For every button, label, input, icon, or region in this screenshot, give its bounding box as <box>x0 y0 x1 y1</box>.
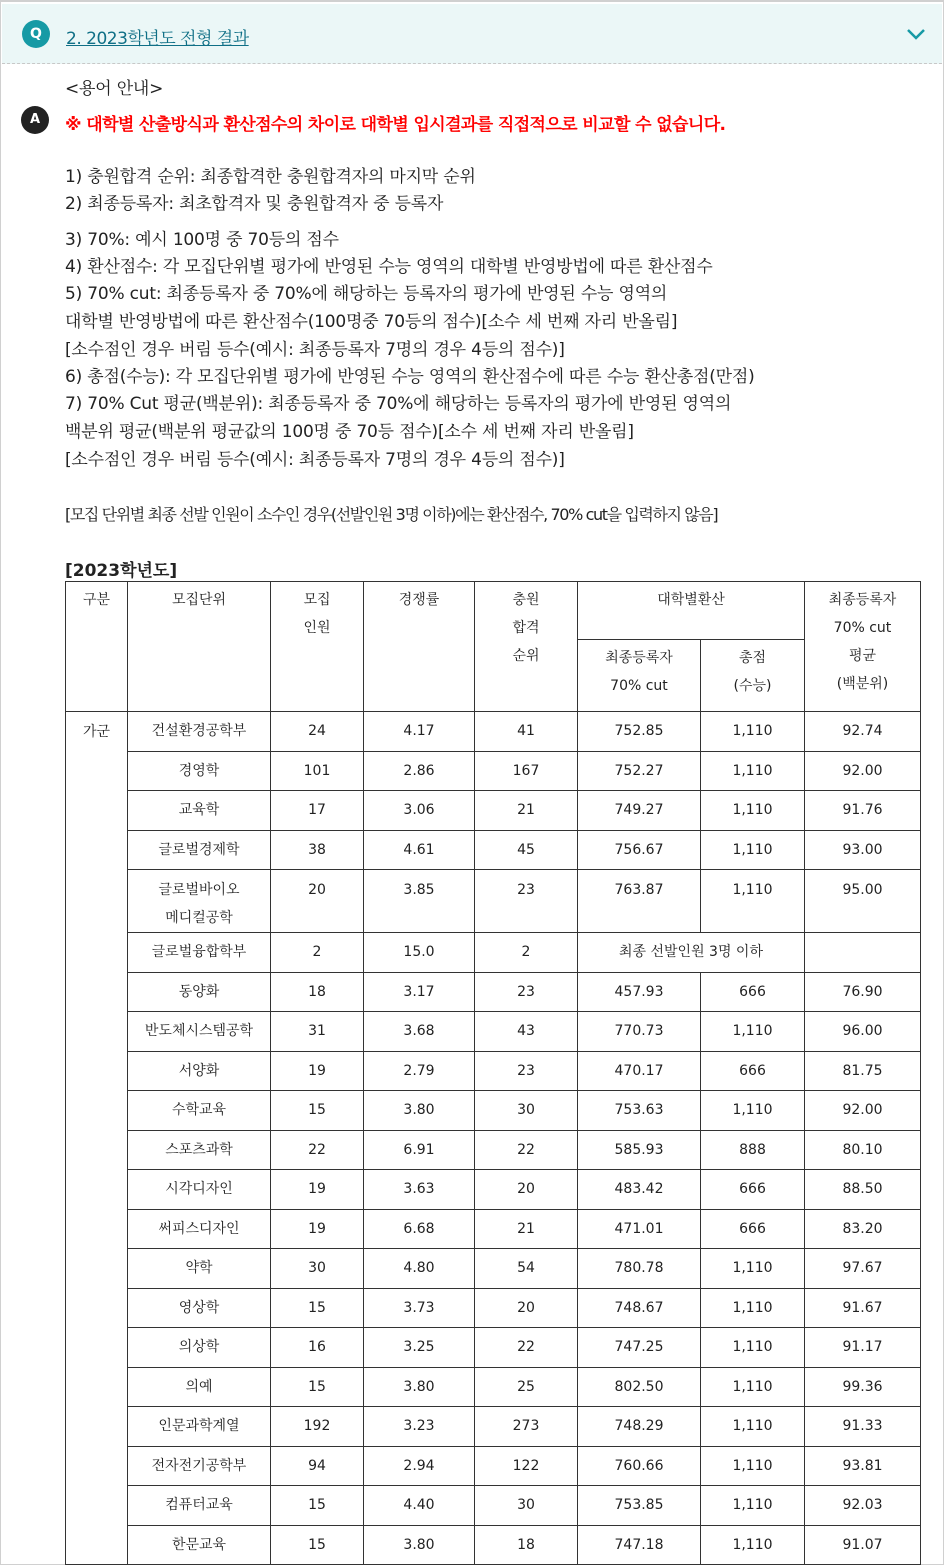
unit-cell: 서양화 <box>128 1051 271 1091</box>
quota-cell: 192 <box>271 1407 364 1447</box>
pct-cell: 92.03 <box>805 1486 921 1526</box>
table-row <box>66 1288 921 1328</box>
unit-cell: 한문교육 <box>128 1525 271 1565</box>
quota-cell: 15 <box>271 1091 364 1131</box>
guide-heading: <용어 안내> <box>65 79 164 99</box>
rank-cell: 43 <box>475 1012 578 1052</box>
quota-cell: 15 <box>271 1525 364 1565</box>
quota-cell: 101 <box>271 751 364 791</box>
rank-cell: 23 <box>475 972 578 1012</box>
rank-cell: 30 <box>475 1091 578 1131</box>
guide-line: 1) 충원합격 순위: 최종합격한 충원합격자의 마지막 순위 <box>65 167 476 187</box>
quota-cell: 31 <box>271 1012 364 1052</box>
question-badge: Q <box>22 20 50 48</box>
header-pct: 최종등록자 70% cut 평균 (백분위) <box>805 582 921 712</box>
table-row <box>66 933 921 973</box>
ratio-cell: 4.61 <box>364 830 475 870</box>
pct-cell: 95.00 <box>805 870 921 933</box>
table-row <box>66 870 921 933</box>
table-row <box>66 1012 921 1052</box>
pct-cell: 92.00 <box>805 1091 921 1131</box>
year-label: [2023학년도] <box>65 561 178 581</box>
cut-cell: 752.85 <box>578 712 701 752</box>
ratio-cell: 2.86 <box>364 751 475 791</box>
quota-cell: 2 <box>271 933 364 973</box>
unit-cell: 의상학 <box>128 1328 271 1368</box>
ratio-cell: 15.0 <box>364 933 475 973</box>
cut-cell: 752.27 <box>578 751 701 791</box>
unit-cell: 글로벌바이오 메디컬공학 <box>128 870 271 933</box>
quota-cell: 94 <box>271 1446 364 1486</box>
unit-cell: 전자전기공학부 <box>128 1446 271 1486</box>
total-cell: 1,110 <box>701 1249 805 1289</box>
rank-cell: 45 <box>475 830 578 870</box>
rank-cell: 23 <box>475 870 578 933</box>
guide-line: [소수점인 경우 버림 등수(예시: 최종등록자 7명의 경우 4등의 점수)] <box>65 340 565 360</box>
cut-cell: 747.18 <box>578 1525 701 1565</box>
unit-cell: 컴퓨터교육 <box>128 1486 271 1526</box>
answer-badge: A <box>21 106 49 134</box>
ratio-cell: 4.17 <box>364 712 475 752</box>
header-rank: 충원 합격 순위 <box>475 582 578 712</box>
table-row <box>66 1446 921 1486</box>
unit-cell: 동양화 <box>128 972 271 1012</box>
pct-cell: 88.50 <box>805 1170 921 1210</box>
rank-cell: 122 <box>475 1446 578 1486</box>
table-row <box>66 1328 921 1368</box>
guide-line: 5) 70% cut: 최종등록자 중 70%에 해당하는 등록자의 평가에 반영된 수능 영역의 <box>65 284 668 304</box>
pct-cell <box>805 933 921 973</box>
ratio-cell: 3.63 <box>364 1170 475 1210</box>
ratio-cell: 4.80 <box>364 1249 475 1289</box>
chevron-down-icon[interactable] <box>904 22 928 46</box>
pct-cell: 97.67 <box>805 1249 921 1289</box>
table-row <box>66 1249 921 1289</box>
rank-cell: 54 <box>475 1249 578 1289</box>
total-cell: 666 <box>701 1209 805 1249</box>
pct-cell: 93.00 <box>805 830 921 870</box>
pct-cell: 81.75 <box>805 1051 921 1091</box>
question-title-link[interactable]: 2. 2023학년도 전형 결과 <box>66 29 249 49</box>
cut-cell: 753.85 <box>578 1486 701 1526</box>
unit-cell: 경영학 <box>128 751 271 791</box>
pct-cell: 99.36 <box>805 1367 921 1407</box>
quota-cell: 19 <box>271 1209 364 1249</box>
total-cell: 888 <box>701 1130 805 1170</box>
total-cell: 1,110 <box>701 1367 805 1407</box>
unit-cell: 수학교육 <box>128 1091 271 1131</box>
quota-cell: 24 <box>271 712 364 752</box>
total-cell: 1,110 <box>701 1486 805 1526</box>
unit-cell: 건설환경공학부 <box>128 712 271 752</box>
cut-cell: 470.17 <box>578 1051 701 1091</box>
ratio-cell: 2.79 <box>364 1051 475 1091</box>
table-row <box>66 1130 921 1170</box>
rank-cell: 21 <box>475 1209 578 1249</box>
total-cell: 1,110 <box>701 1288 805 1328</box>
header-quota: 모집 인원 <box>271 582 364 712</box>
guide-line: 대학별 반영방법에 따른 환산점수(100명중 70등의 점수)[소수 세 번째 자리 반올림] <box>65 312 678 332</box>
unit-cell: 글로벌융합학부 <box>128 933 271 973</box>
total-cell: 1,110 <box>701 751 805 791</box>
table-row <box>66 1367 921 1407</box>
guide-line: 2) 최종등록자: 최초합격자 및 충원합격자 중 등록자 <box>65 194 444 214</box>
ratio-cell: 3.80 <box>364 1525 475 1565</box>
unit-cell: 반도체시스템공학 <box>128 1012 271 1052</box>
rank-cell: 21 <box>475 791 578 831</box>
header-cut: 최종등록자 70% cut <box>578 640 701 712</box>
header-category: 구분 <box>66 582 128 712</box>
total-cell: 1,110 <box>701 1407 805 1447</box>
table-row <box>66 712 921 752</box>
cut-cell: 471.01 <box>578 1209 701 1249</box>
ratio-cell: 3.23 <box>364 1407 475 1447</box>
cut-cell: 756.67 <box>578 830 701 870</box>
pct-cell: 91.67 <box>805 1288 921 1328</box>
unit-cell: 교육학 <box>128 791 271 831</box>
table-row <box>66 1091 921 1131</box>
quota-cell: 19 <box>271 1170 364 1210</box>
pct-cell: 92.00 <box>805 751 921 791</box>
total-cell: 1,110 <box>701 1012 805 1052</box>
pct-cell: 91.76 <box>805 791 921 831</box>
rank-cell: 41 <box>475 712 578 752</box>
rank-cell: 273 <box>475 1407 578 1447</box>
total-cell: 666 <box>701 972 805 1012</box>
quota-cell: 38 <box>271 830 364 870</box>
total-cell: 1,110 <box>701 1525 805 1565</box>
quota-cell: 15 <box>271 1288 364 1328</box>
ratio-cell: 3.73 <box>364 1288 475 1328</box>
guide-line: 3) 70%: 예시 100명 중 70등의 점수 <box>65 230 339 250</box>
total-cell: 1,110 <box>701 791 805 831</box>
ratio-cell: 3.68 <box>364 1012 475 1052</box>
pct-cell: 96.00 <box>805 1012 921 1052</box>
ratio-cell: 3.80 <box>364 1091 475 1131</box>
ratio-cell: 3.85 <box>364 870 475 933</box>
pct-cell: 93.81 <box>805 1446 921 1486</box>
cut-cell: 748.29 <box>578 1407 701 1447</box>
table-row <box>66 1051 921 1091</box>
quota-cell: 20 <box>271 870 364 933</box>
header-ratio: 경쟁률 <box>364 582 475 712</box>
guide-line: [소수점인 경우 버림 등수(예시: 최종등록자 7명의 경우 4등의 점수)] <box>65 450 565 470</box>
total-cell: 1,110 <box>701 1091 805 1131</box>
rank-cell: 20 <box>475 1288 578 1328</box>
pct-cell: 91.33 <box>805 1407 921 1447</box>
cut-cell: 457.93 <box>578 972 701 1012</box>
header-univ: 대학별환산 <box>578 582 805 640</box>
cut-cell: 802.50 <box>578 1367 701 1407</box>
rank-cell: 22 <box>475 1130 578 1170</box>
cut-cell: 748.67 <box>578 1288 701 1328</box>
guide-line: 백분위 평균(백분위 평균값의 100명 중 70등 점수)[소수 세 번째 자리 반올림] <box>65 422 634 442</box>
guide-line: 4) 환산점수: 각 모집단위별 평가에 반영된 수능 영역의 대학별 반영방법에 따른 환산점수 <box>65 257 713 277</box>
pct-cell: 76.90 <box>805 972 921 1012</box>
cut-cell: 763.87 <box>578 870 701 933</box>
table-row <box>66 1170 921 1210</box>
quota-cell: 15 <box>271 1367 364 1407</box>
ratio-cell: 6.91 <box>364 1130 475 1170</box>
table-row <box>66 1407 921 1447</box>
cut-cell: 585.93 <box>578 1130 701 1170</box>
ratio-cell: 3.25 <box>364 1328 475 1368</box>
pct-cell: 91.07 <box>805 1525 921 1565</box>
quota-cell: 22 <box>271 1130 364 1170</box>
quota-cell: 18 <box>271 972 364 1012</box>
pct-cell: 80.10 <box>805 1130 921 1170</box>
header-unit: 모집단위 <box>128 582 271 712</box>
unit-cell: 글로벌경제학 <box>128 830 271 870</box>
cut-cell: 749.27 <box>578 791 701 831</box>
note-text: [모집 단위별 최종 선발 인원이 소수인 경우(선발인원 3명 이하)에는 환산점수, 70% cut을 입력하지 않음] <box>65 505 718 524</box>
total-cell: 1,110 <box>701 870 805 933</box>
unit-cell: 인문과학계열 <box>128 1407 271 1447</box>
table-row <box>66 830 921 870</box>
ratio-cell: 2.94 <box>364 1446 475 1486</box>
rank-cell: 2 <box>475 933 578 973</box>
table-row <box>66 1525 921 1565</box>
question-header[interactable] <box>2 4 942 64</box>
unit-cell: 시각디자인 <box>128 1170 271 1210</box>
quota-cell: 30 <box>271 1249 364 1289</box>
cut-cell: 760.66 <box>578 1446 701 1486</box>
results-table <box>65 581 921 1565</box>
quota-cell: 16 <box>271 1328 364 1368</box>
rank-cell: 18 <box>475 1525 578 1565</box>
rank-cell: 167 <box>475 751 578 791</box>
cut-cell: 770.73 <box>578 1012 701 1052</box>
rank-cell: 20 <box>475 1170 578 1210</box>
unit-cell: 스포츠과학 <box>128 1130 271 1170</box>
cut-cell: 747.25 <box>578 1328 701 1368</box>
total-cell: 666 <box>701 1051 805 1091</box>
table-row <box>66 1209 921 1249</box>
guide-line: 6) 총점(수능): 각 모집단위별 평가에 반영된 수능 영역의 환산점수에 따른 수능 환산총점(만점) <box>65 367 755 387</box>
ratio-cell: 3.80 <box>364 1367 475 1407</box>
table-row <box>66 751 921 791</box>
rank-cell: 25 <box>475 1367 578 1407</box>
cut-cell: 483.42 <box>578 1170 701 1210</box>
total-cell: 1,110 <box>701 830 805 870</box>
table-row <box>66 972 921 1012</box>
table-row <box>66 1486 921 1526</box>
total-cell: 1,110 <box>701 1328 805 1368</box>
rank-cell: 22 <box>475 1328 578 1368</box>
header-total: 총점 (수능) <box>701 640 805 712</box>
total-cell: 1,110 <box>701 1446 805 1486</box>
total-cell: 1,110 <box>701 712 805 752</box>
unit-cell: 약학 <box>128 1249 271 1289</box>
note-cell: 최종 선발인원 3명 이하 <box>578 933 805 973</box>
table-row <box>66 791 921 831</box>
warning-text: ※ 대학별 산출방식과 환산점수의 차이로 대학별 입시결과를 직접적으로 비교할 수 없습니다. <box>65 115 726 135</box>
unit-cell: 의예 <box>128 1367 271 1407</box>
rank-cell: 23 <box>475 1051 578 1091</box>
cut-cell: 753.63 <box>578 1091 701 1131</box>
ratio-cell: 3.17 <box>364 972 475 1012</box>
ratio-cell: 6.68 <box>364 1209 475 1249</box>
cut-cell: 780.78 <box>578 1249 701 1289</box>
pct-cell: 91.17 <box>805 1328 921 1368</box>
pct-cell: 83.20 <box>805 1209 921 1249</box>
quota-cell: 17 <box>271 791 364 831</box>
quota-cell: 15 <box>271 1486 364 1526</box>
unit-cell: 영상학 <box>128 1288 271 1328</box>
pct-cell: 92.74 <box>805 712 921 752</box>
unit-cell: 써피스디자인 <box>128 1209 271 1249</box>
quota-cell: 19 <box>271 1051 364 1091</box>
guide-line: 7) 70% Cut 평균(백분위): 최종등록자 중 70%에 해당하는 등록자의 평가에 반영된 영역의 <box>65 394 732 414</box>
ratio-cell: 3.06 <box>364 791 475 831</box>
ratio-cell: 4.40 <box>364 1486 475 1526</box>
rank-cell: 30 <box>475 1486 578 1526</box>
group-cell: 가군 <box>66 712 128 1565</box>
total-cell: 666 <box>701 1170 805 1210</box>
